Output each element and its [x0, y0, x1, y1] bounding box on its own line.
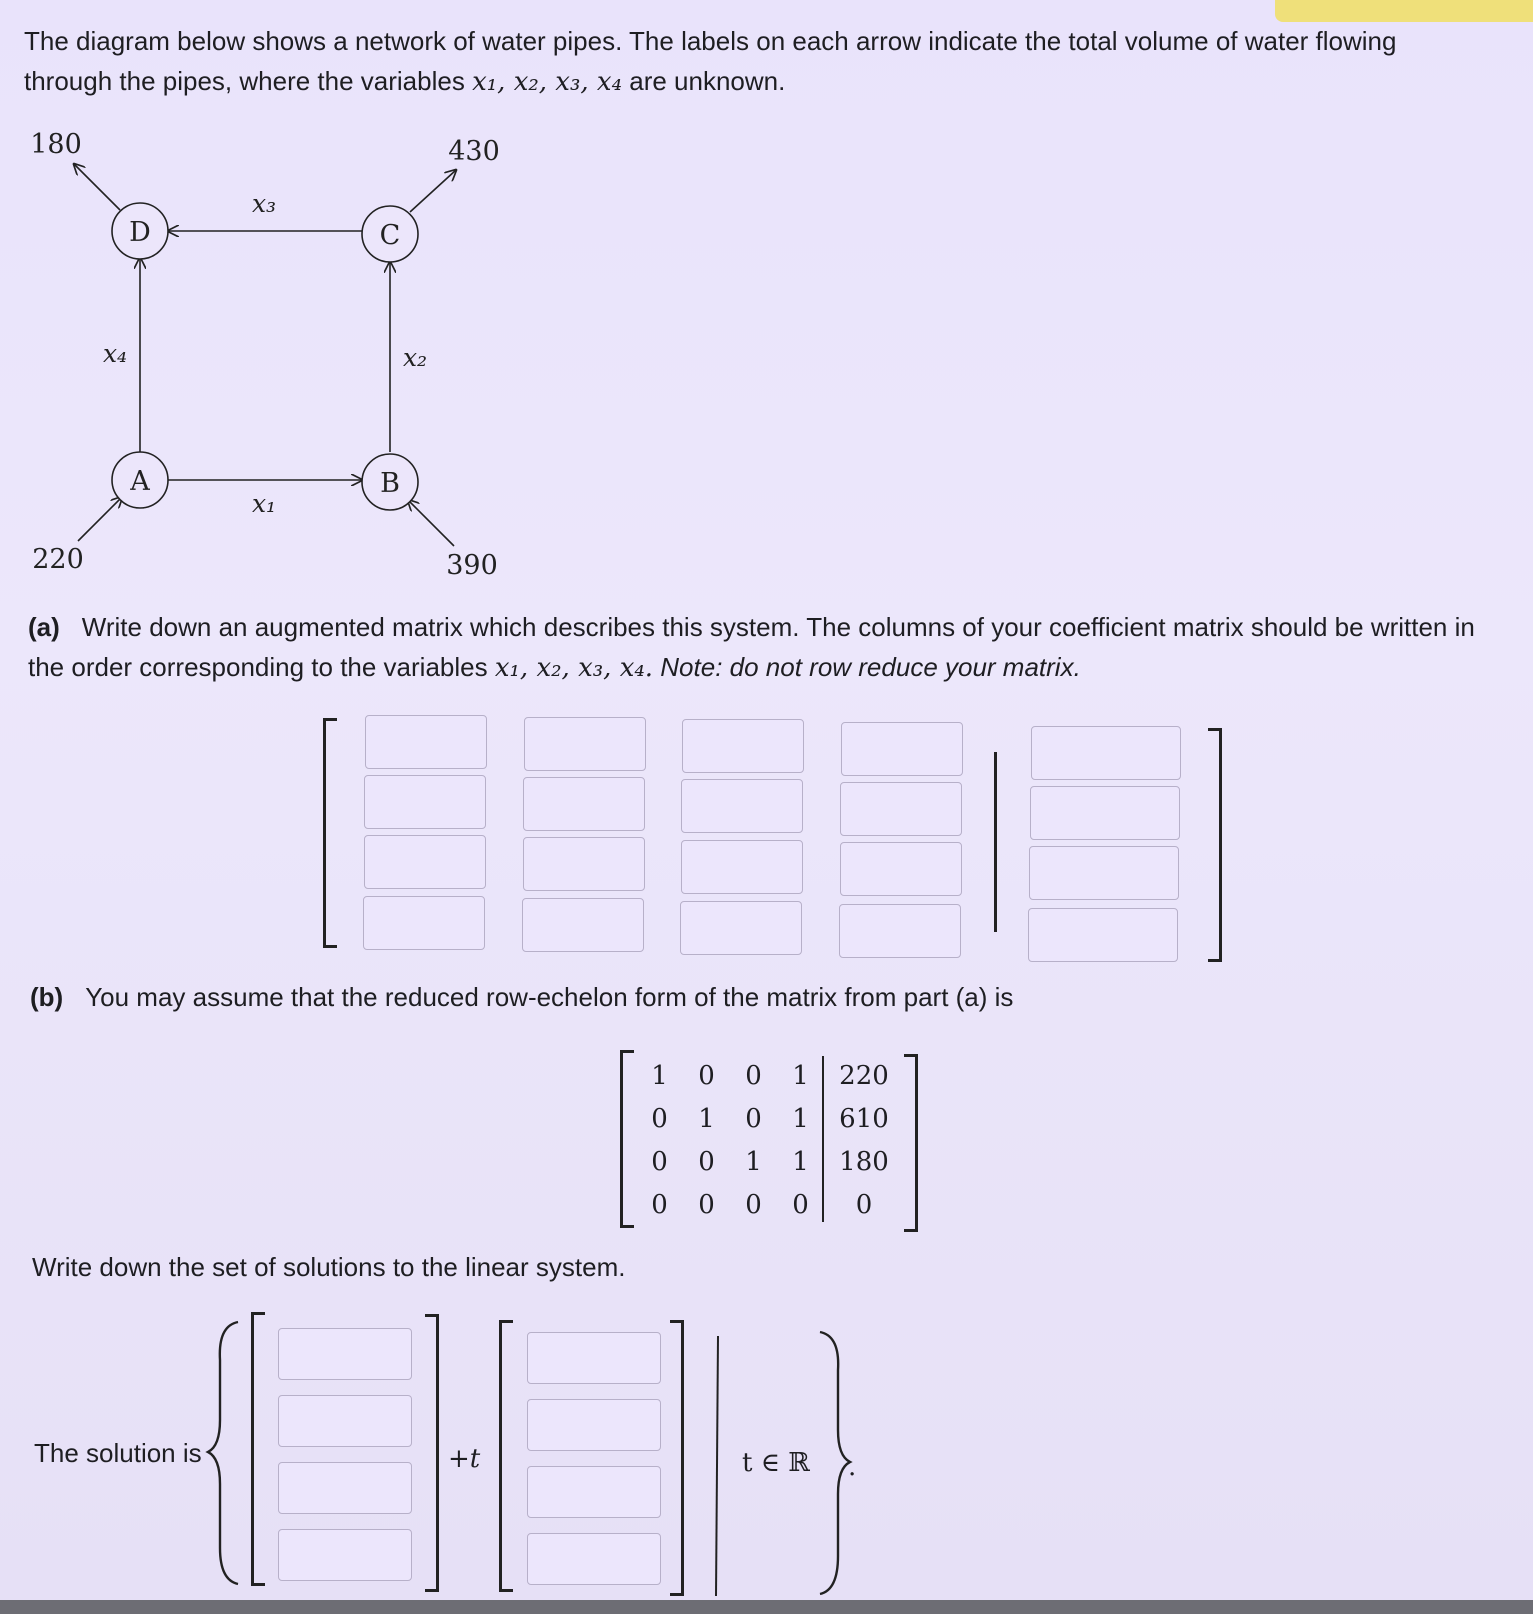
node-a-label: A [130, 466, 150, 497]
rref-cell: 1 [651, 1060, 668, 1091]
rref-cell: 0 [855, 1189, 873, 1220]
rref-cell: 1 [698, 1103, 715, 1134]
matrix-a-r3c5-input[interactable] [1029, 846, 1179, 900]
such-that-bar [716, 1336, 718, 1596]
right-set-brace [820, 1332, 850, 1594]
top-right-tab[interactable] [1275, 0, 1533, 22]
rref-right-bracket [904, 1054, 918, 1232]
rref-cell: 1 [792, 1103, 809, 1134]
vector-2-right-bracket [670, 1320, 684, 1596]
t-in-reals: t ∈ ℝ [742, 1448, 810, 1478]
rref-cell: 0 [698, 1060, 715, 1091]
solution-vector-2-row4-input[interactable] [527, 1533, 661, 1585]
solution-vector-2-row2-input[interactable] [527, 1399, 661, 1451]
plus-t-label: +t [448, 1444, 481, 1474]
vector-1-left-bracket [251, 1312, 265, 1586]
solution-prompt: Write down the set of solutions to the linear system. [32, 1252, 626, 1282]
matrix-a-r4c5-input[interactable] [1028, 908, 1178, 962]
flow-b-in-label: 390 [446, 550, 498, 581]
intro-line-2-suffix: are unknown. [629, 66, 786, 96]
rref-cell: 0 [745, 1103, 762, 1134]
solution-vector-2-row3-input[interactable] [527, 1466, 661, 1518]
rref-cell: 0 [745, 1060, 762, 1091]
node-c-label: C [379, 220, 401, 251]
solution-vector-1-row1-input[interactable] [278, 1328, 412, 1380]
vector-1-right-bracket [425, 1314, 439, 1592]
rref-cell: 1 [792, 1060, 809, 1091]
part-a-line-2-prefix: the order corresponding to the variables [28, 652, 488, 682]
intro-variables: x₁, x₂, x₃, x₄ [472, 67, 623, 97]
flow-c-out-label: 430 [448, 136, 500, 167]
flow-a-in-label: 220 [32, 544, 84, 575]
rref-cell: 0 [792, 1189, 809, 1220]
node-b-label: B [380, 468, 400, 499]
pipe-x1-label: x₁ [251, 489, 277, 518]
matrix-a-right-bracket [1208, 728, 1222, 962]
rref-cell: 1 [745, 1146, 762, 1177]
intro-line-1: The diagram below shows a network of water pipes. The labels on each arrow indicate the total volume of water flowing [24, 26, 1397, 56]
solution-period: . [848, 1452, 857, 1482]
rref-cell: 1 [792, 1146, 809, 1177]
left-set-brace [208, 1322, 238, 1584]
part-a-text: Write down an augmented matrix which describes this system. The columns of your coefficient matrix should be written in [81, 612, 1475, 642]
matrix-a-augment-divider [994, 752, 997, 932]
rref-cell: 0 [745, 1189, 762, 1220]
vector-2-left-bracket [499, 1320, 513, 1592]
rref-cell: 180 [839, 1146, 889, 1177]
screen-bottom-edge [0, 1600, 1533, 1614]
solution-vector-1-row4-input[interactable] [278, 1529, 412, 1581]
part-b-label: (b) [30, 982, 64, 1012]
solution-label: The solution is [34, 1438, 202, 1468]
solution-vector-1-row3-input[interactable] [278, 1462, 412, 1514]
part-a-variables: x₁, x₂, x₃, x₄. [494, 653, 654, 683]
rref-cell: 0 [698, 1146, 715, 1177]
rref-cell: 0 [698, 1189, 715, 1220]
matrix-a-r2c5-input[interactable] [1030, 786, 1180, 840]
rref-cell: 610 [839, 1103, 889, 1134]
node-d-label: D [129, 217, 151, 248]
part-a-note: Note: do not row reduce your matrix. [660, 652, 1081, 682]
flow-d-out-label: 180 [30, 129, 82, 160]
rref-cell: 0 [651, 1146, 668, 1177]
part-b-text: You may assume that the reduced row-echelon form of the matrix from part (a) is [85, 982, 1014, 1012]
pipe-x3-label: x₃ [251, 189, 277, 218]
rref-cell: 0 [651, 1189, 668, 1220]
rref-cell: 0 [651, 1103, 668, 1134]
intro-line-2-prefix: through the pipes, where the variables [24, 66, 465, 96]
rref-cell: 220 [839, 1060, 889, 1091]
solution-vector-1-row2-input[interactable] [278, 1395, 412, 1447]
pipe-x2-label: x₂ [402, 343, 428, 372]
solution-vector-2-row1-input[interactable] [527, 1332, 661, 1384]
part-a-label: (a) [28, 612, 60, 642]
pipe-x4-label: x₄ [102, 339, 128, 368]
matrix-a-r1c5-input[interactable] [1031, 726, 1181, 780]
